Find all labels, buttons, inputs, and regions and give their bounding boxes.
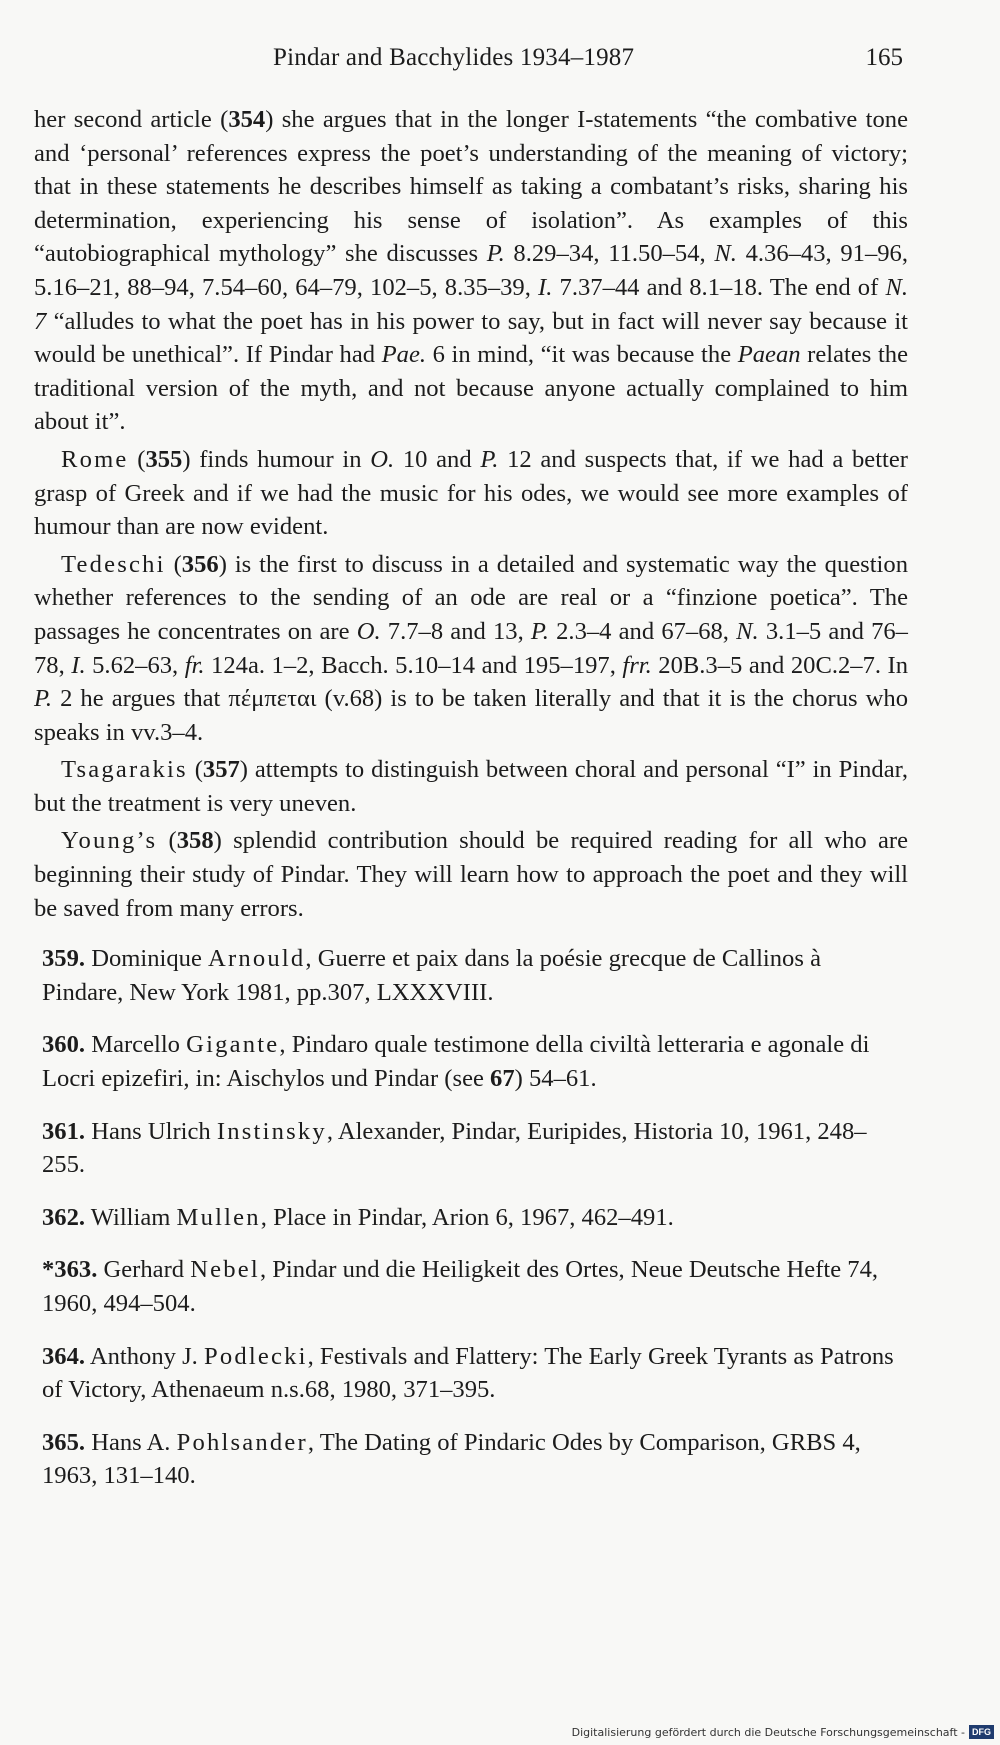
ref-link: 355 <box>145 445 183 473</box>
paragraph-rome: Rome (355) finds humour in O. 10 and P. 12 and suspects that, if we had a better grasp of Greek and if we had the music for his odes, we would see more examples of humour than are now evident. <box>34 445 908 541</box>
ref-link: 356 <box>181 550 219 578</box>
paragraph-young: Young’s (358) splendid contribution should be required reading for all who are beginning their study of Pindar. They will learn how to approach the poet and they will be saved from many errors. <box>34 827 909 922</box>
paragraph-tsagarakis: Tsagarakis (357) attempts to distinguish between choral and personal “I” in Pindar, but the treatment is very uneven. <box>34 756 908 817</box>
ref-link: 357 <box>202 756 240 784</box>
dfg-logo-icon: DFG <box>969 1725 994 1739</box>
bibliography-entry: *363. Gerhard Nebel, Pindar und die Heiligkeit des Ortes, Neue Deutsche Hefte 74, 1960, 494–504. <box>42 1256 879 1317</box>
body-text <box>34 103 908 1512</box>
bibliography-entry: 364. Anthony J. Podlecki, Festivals and Flattery: The Early Greek Tyrants as Patrons of Victory, Athenaeum n.s.68, 1980, 371–395. <box>42 1342 894 1404</box>
ref-link: 354 <box>228 106 266 133</box>
bibliography-entry: 365. Hans A. Pohlsander, The Dating of Pindaric Odes by Comparison, GRBS 4, 1963, 131–140. <box>42 1428 861 1490</box>
paragraph-tedeschi: Tedeschi (356) is the first to discuss in a detailed and systematic way the question whether references to the sending of an ode are real or a “finzione poetica”. The passages he concentrates on are O. 7.7–8 and 13, P. 2.3–4 and 67–68, N. 3.1–5 and 76–78, I. 5.62–63, fr. 124a. 1–2, Bacch. 5.10–14 and 195–197, frr. 20B.3–5 and 20C.2–7. In P. 2 he argues that πέμπεται (v.68) is to be taken literally and that it is the chorus who speaks in vv.3–4. <box>34 550 909 746</box>
author-name: Tsagarakis <box>61 756 188 784</box>
author-name: Young’s <box>61 827 158 855</box>
running-title: Pindar and Bacchylides 1934–1987 <box>273 44 635 71</box>
page-header <box>0 44 1000 78</box>
ref-link: 358 <box>176 827 214 855</box>
credit-text: Digitalisierung gefördert durch die Deutsche Forschungsgemeinschaft - <box>571 1725 965 1739</box>
bibliography-list <box>34 942 908 1493</box>
author-name: Tedeschi <box>61 550 166 578</box>
bibliography-entry: 359. Dominique Arnould, Guerre et paix dans la poésie grecque de Callinos à Pindare, New York 1981, pp.307, LXXXVIII. <box>42 945 821 1006</box>
bibliography-entry: 361. Hans Ulrich Instinsky, Alexander, Pindar, Euripides, Historia 10, 1961, 248–255. <box>42 1117 867 1179</box>
bibliography-entry: 362. William Mullen, Place in Pindar, Arion 6, 1967, 462–491. <box>42 1203 674 1231</box>
author-name: Rome <box>61 445 129 473</box>
bibliography-entry: 360. Marcello Gigante, Pindaro quale testimone della civiltà letteraria e agonale di Locri epizefiri, in: Aischylos und Pindar (see 67) 54–61. <box>42 1031 870 1093</box>
digitization-credit <box>572 1723 994 1741</box>
paragraph-continuation: her second article (354) she argues that in the longer I-statements “the combative tone and ‘personal’ references express the poet’s understanding of the meaning of victory; that in these statements he describes himself as taking a combatant’s risks, sharing his determination, experiencing his sense of isolation”. As examples of this “autobiographical mythology” she discusses P. 8.29–34, 11.50–54, N. 4.36–43, 91–96, 5.16–21, 88–94, 7.54–60, 64–79, 102–5, 8.35–39, I. 7.37–44 and 8.1–18. The end of N. 7 “alludes to what the poet has in his power to say, but in fact will never say because it would be unethical”. If Pindar had Pae. 6 in mind, “it was because the Paean relates the traditional version of the myth, and not because anyone actually complained to him about it”. <box>34 106 908 436</box>
page-number: 165 <box>865 44 903 71</box>
